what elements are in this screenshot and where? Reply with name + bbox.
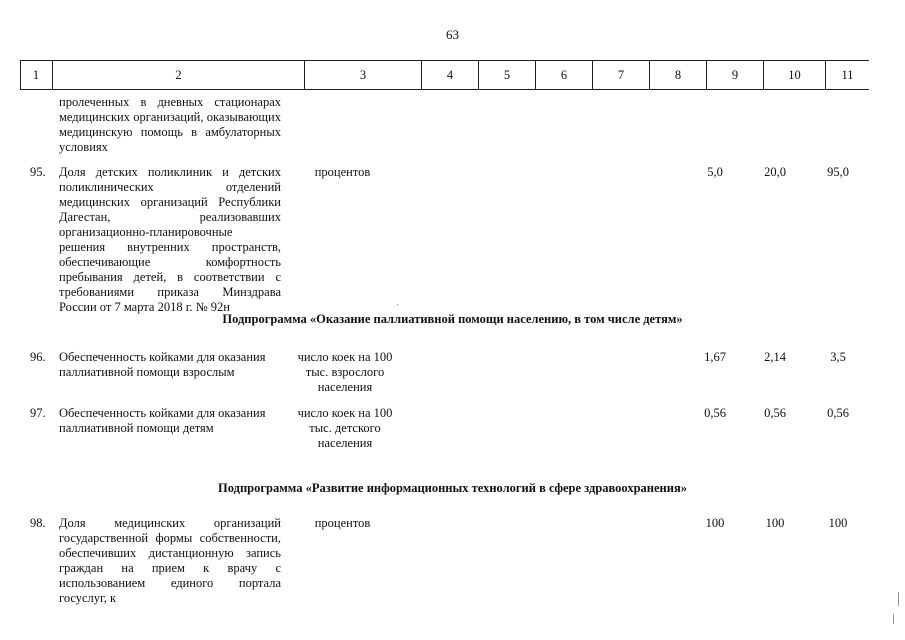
row-value-col11: 95,0	[827, 165, 849, 179]
row-value-col10: 100	[765, 516, 785, 530]
row-number: 97.	[30, 406, 46, 420]
row-description: Доля медицинских организаций государственной формы собственности, обеспечивших дистанционную запись граждан на прием к врачу с использованием единого портала госуслуг, к	[59, 516, 281, 605]
header-col-10: 10	[764, 61, 826, 89]
header-col-2: 2	[53, 61, 305, 89]
subprogram-heading: Подпрограмма «Оказание паллиативной помощи населению, в том числе детям»	[222, 312, 683, 326]
header-col-3: 3	[305, 61, 422, 89]
row-description: Обеспеченность койками для оказания паллиативной помощи взрослым	[59, 350, 266, 379]
scan-speck	[397, 304, 398, 305]
header-col-1: 1	[20, 61, 53, 89]
row-value-col9: 0,56	[704, 406, 726, 420]
row-unit: число коек на 100 тыс. детского населения	[297, 406, 393, 450]
row-unit: процентов	[314, 165, 371, 179]
row-number: 98.	[30, 516, 46, 530]
header-col-7: 7	[593, 61, 650, 89]
row-value-col10: 20,0	[764, 165, 786, 179]
table-header	[20, 60, 869, 90]
header-col-5: 5	[479, 61, 536, 89]
continuation-text: пролеченных в дневных стационарах медицинских организаций, оказывающих медицинскую помощь в амбулаторных условиях	[59, 95, 281, 154]
row-value-col9: 5,0	[707, 165, 723, 179]
row-value-col11: 0,56	[827, 406, 849, 420]
row-value-col10: 0,56	[764, 406, 786, 420]
header-col-6: 6	[536, 61, 593, 89]
row-value-col11: 100	[828, 516, 848, 530]
row-number: 95.	[30, 165, 46, 179]
header-col-9: 9	[707, 61, 764, 89]
subprogram-heading: Подпрограмма «Развитие информационных технологий в сфере здравоохранения»	[218, 481, 687, 495]
scan-speck	[898, 592, 899, 606]
row-unit: процентов	[314, 516, 371, 530]
row-number: 96.	[30, 350, 46, 364]
row-description: Обеспеченность койками для оказания паллиативной помощи детям	[59, 406, 266, 435]
row-unit: число коек на 100 тыс. взрослого населения	[297, 350, 393, 394]
page-number: 63	[446, 27, 459, 42]
header-col-11: 11	[841, 68, 854, 82]
row-value-col9: 1,67	[704, 350, 726, 364]
row-value-col11: 3,5	[830, 350, 846, 364]
row-value-col9: 100	[705, 516, 725, 530]
row-value-col10: 2,14	[764, 350, 786, 364]
row-description: Доля детских поликлиник и детских поликлинических отделений медицинских организаций Республики Дагестан, реализовавших организационно-планировочные решения внутренних пространств, обеспечивающие комфортность пребывания детей, в соответствии с требованиями приказа Минздрава России от 7 марта 2018 г. № 92н	[59, 165, 281, 314]
header-col-8: 8	[650, 61, 707, 89]
header-col-4: 4	[422, 61, 479, 89]
scan-speck	[893, 614, 894, 624]
